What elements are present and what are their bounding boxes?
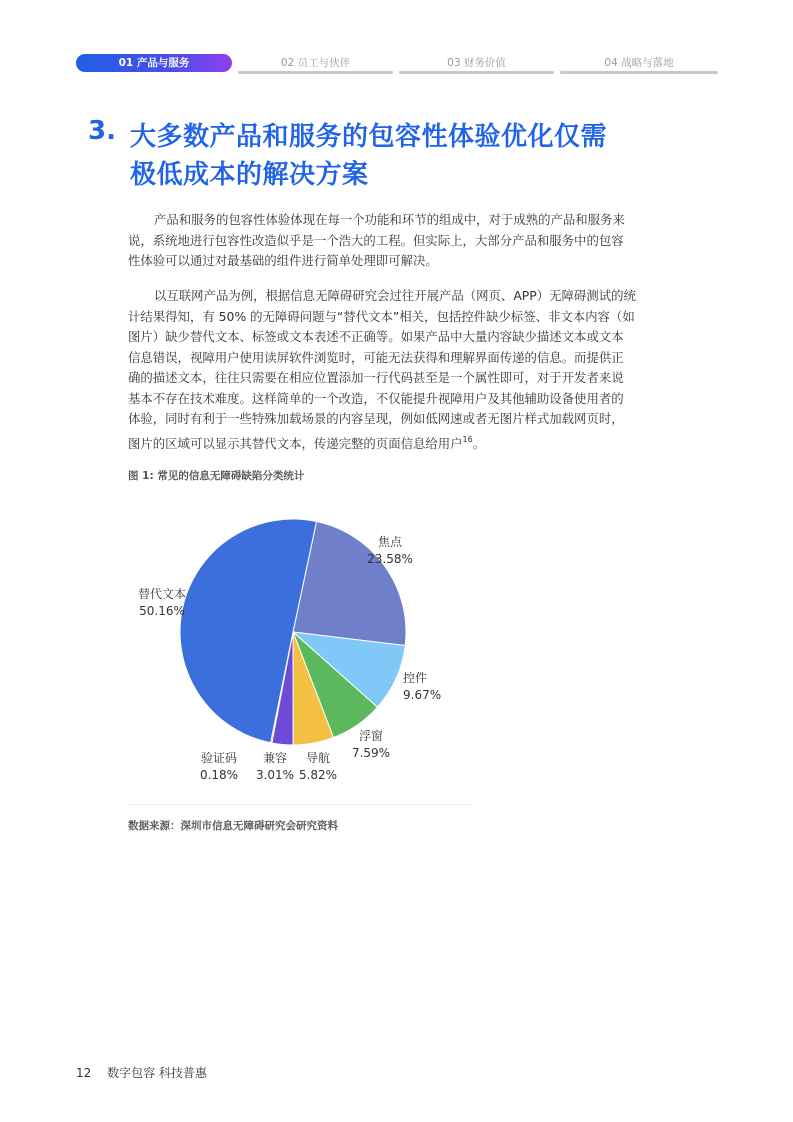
pie-value-label: 50.16% <box>139 604 185 618</box>
pie-category-label: 验证码 <box>200 751 238 765</box>
pie-value-label: 23.58% <box>367 552 413 566</box>
pie-chart-svg <box>128 492 478 800</box>
pie-category-label: 焦点 <box>377 535 403 549</box>
footer-title: 数字包容 科技普惠 <box>107 1066 207 1080</box>
page-footer <box>76 1064 207 1081</box>
text-line: 说，系统地进行包容性改造似乎是一个浩大的工程。但实际上，大部分产品和服务中的包容 <box>128 232 624 248</box>
pie-value-label: 0.18% <box>199 768 239 782</box>
pie-value-label: 3.01% <box>255 768 295 782</box>
figure-title: 图 1: 常见的信息无障碍缺陷分类统计 <box>128 470 305 482</box>
chart-divider <box>128 804 473 805</box>
tab-label: 04 战略与落地 <box>604 57 674 69</box>
heading-line-1: 大多数产品和服务的包容性体验优化仅需 <box>130 122 608 152</box>
footnote-ref[interactable]: 16 <box>462 434 473 444</box>
pie-category-label: 替代文本 <box>137 587 187 601</box>
tab-underline <box>399 71 554 74</box>
pie-value-label: 5.82% <box>298 768 338 782</box>
heading-number: 3. <box>88 116 116 146</box>
end-mark: 。 <box>472 435 486 451</box>
tab-underline <box>238 71 393 74</box>
tab-financial-value[interactable] <box>399 54 554 72</box>
pie-category-label: 导航 <box>305 751 331 765</box>
tab-employees-partners[interactable] <box>238 54 393 72</box>
page-number: 12 <box>76 1066 92 1080</box>
pie-chart <box>128 492 478 800</box>
text-line: 产品和服务的包容性体验体现在每一个功能和环节的组成中，对于成熟的产品和服务来 <box>154 212 625 227</box>
pie-category-label: 浮窗 <box>358 729 384 743</box>
text-line: 基本不存在技术难度。这样简单的一个改造，不仅能提升视障用户及其他辅助设备使用者的 <box>128 390 624 406</box>
text-fragment: 图片的区域可以显示其替代文本，传递完整的页面信息给用户 <box>128 435 463 451</box>
section-nav <box>76 54 718 74</box>
text-line: 计结果得知，有 50% 的无障碍问题与“替代文本”相关，包括控件缺少标签、非文本内容（如 <box>128 308 635 324</box>
pie-category-label: 控件 <box>403 671 428 685</box>
figure-source: 数据来源：深圳市信息无障碍研究会研究资料 <box>128 820 338 832</box>
text-line: 以互联网产品为例，根据信息无障碍研究会过往开展产品（网页、APP）无障碍测试的统 <box>154 288 636 303</box>
tab-strategy[interactable] <box>560 54 718 72</box>
tab-label: 03 财务价值 <box>447 57 506 69</box>
paragraph-2 <box>128 286 672 454</box>
tab-label: 01 产品与服务 <box>118 57 190 69</box>
pie-value-label: 9.67% <box>403 688 442 702</box>
text-line: 体验，同时有利于一些特殊加载场景的内容呈现，例如低网速或者无图片样式加载网页时， <box>128 411 624 426</box>
text-line: 信息错误，视障用户使用读屏软件浏览时，可能无法获得和理解界面传递的信息。而提供正 <box>128 349 624 365</box>
tab-underline <box>560 71 718 74</box>
heading-line-2: 极低成本的解决方案 <box>130 160 369 190</box>
paragraph-1 <box>128 210 672 272</box>
text-line: 性体验可以通过对最基础的组件进行简单处理即可解决。 <box>128 253 438 268</box>
text-line: 确的描述文本，往往只需要在相应位置添加一行代码甚至是一个属性即可，对于开发者来说 <box>128 370 624 385</box>
text-line: 图片）缺少替代文本、标签或文本表述不正确等。如果产品中大量内容缺少描述文本或文本 <box>128 329 624 344</box>
tab-products-services[interactable] <box>76 54 232 72</box>
pie-category-label: 兼容 <box>262 751 288 765</box>
tab-label: 02 员工与伙伴 <box>280 57 351 69</box>
text-line-last <box>128 430 672 455</box>
pie-value-label: 7.59% <box>351 746 391 760</box>
